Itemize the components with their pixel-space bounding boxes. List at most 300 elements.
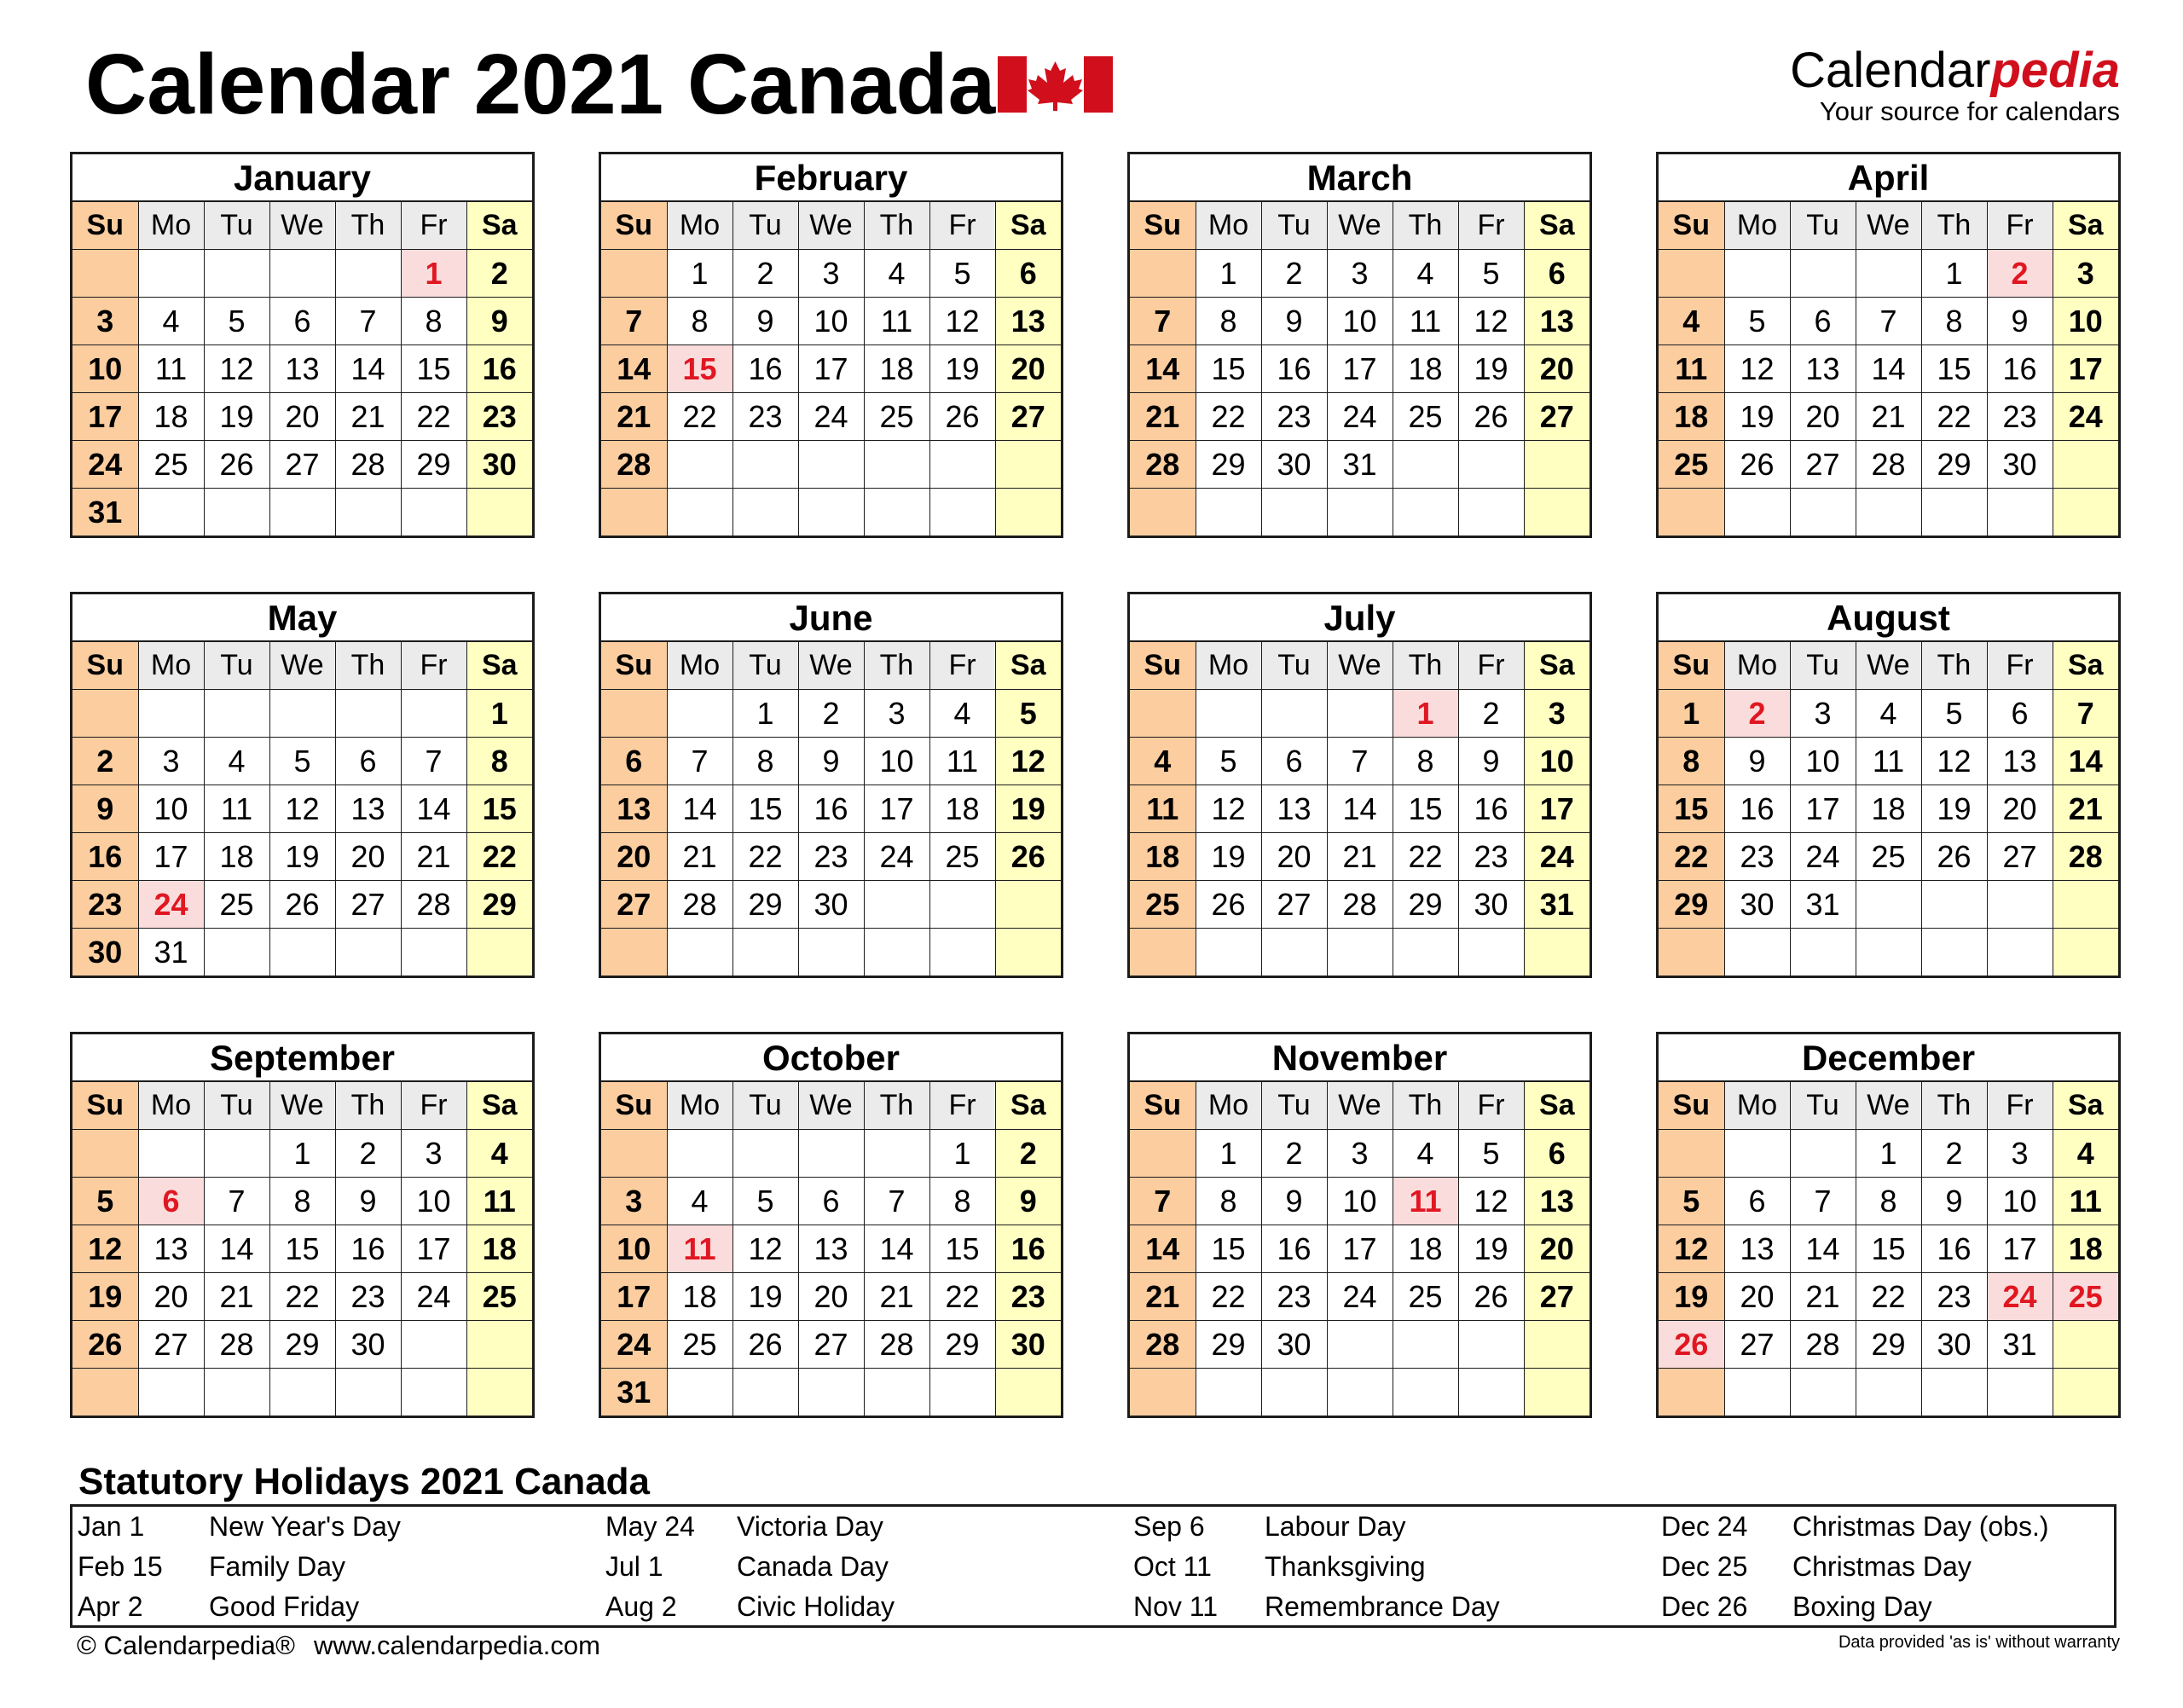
day-cell: 30 bbox=[1724, 881, 1790, 929]
day-cell: 3 bbox=[2053, 250, 2118, 298]
day-cell: 25 bbox=[138, 441, 204, 489]
day-cell: 1 bbox=[1921, 250, 1987, 298]
day-cell: 9 bbox=[466, 298, 532, 345]
day-cell: 30 bbox=[1261, 1321, 1327, 1369]
day-cell: 18 bbox=[2053, 1225, 2118, 1273]
empty-day-cell bbox=[1790, 489, 1856, 536]
day-cell: 19 bbox=[929, 345, 995, 393]
empty-day-cell bbox=[204, 250, 269, 298]
holiday-name: Canada Day bbox=[737, 1551, 889, 1582]
empty-day-cell bbox=[72, 1369, 138, 1416]
holiday-date: Dec 24 bbox=[1661, 1511, 1748, 1542]
empty-day-cell bbox=[864, 1369, 929, 1416]
day-cell: 12 bbox=[1724, 345, 1790, 393]
empty-day-cell bbox=[335, 250, 401, 298]
weekday-header: Sa bbox=[1524, 1082, 1589, 1130]
day-cell: 12 bbox=[995, 738, 1061, 785]
weekday-header: Mo bbox=[1724, 202, 1790, 250]
empty-day-cell bbox=[1393, 929, 1458, 976]
empty-day-cell bbox=[2053, 881, 2118, 929]
day-cell: 9 bbox=[1987, 298, 2053, 345]
day-cell: 29 bbox=[466, 881, 532, 929]
day-cell: 13 bbox=[1261, 785, 1327, 833]
weekday-header: We bbox=[1327, 202, 1393, 250]
day-cell: 25 bbox=[1130, 881, 1196, 929]
holiday-date: Jul 1 bbox=[605, 1551, 663, 1582]
weekday-header: Th bbox=[1921, 1082, 1987, 1130]
weekday-header: Tu bbox=[732, 642, 798, 690]
empty-day-cell bbox=[1724, 250, 1790, 298]
empty-day-cell bbox=[601, 690, 667, 738]
day-cell: 4 bbox=[1393, 1130, 1458, 1178]
day-cell: 18 bbox=[1393, 345, 1458, 393]
day-cell: 8 bbox=[1921, 298, 1987, 345]
month-grid bbox=[1659, 642, 2118, 976]
holiday-name: Family Day bbox=[209, 1551, 346, 1582]
day-cell: 19 bbox=[1921, 785, 1987, 833]
day-cell: 11 bbox=[929, 738, 995, 785]
weekday-header: Sa bbox=[466, 202, 532, 250]
day-cell: 27 bbox=[995, 393, 1061, 441]
day-cell: 3 bbox=[601, 1178, 667, 1225]
day-cell: 12 bbox=[732, 1225, 798, 1273]
day-cell: 6 bbox=[1987, 690, 2053, 738]
day-cell: 15 bbox=[1196, 345, 1261, 393]
day-cell: 18 bbox=[138, 393, 204, 441]
day-cell: 9 bbox=[798, 738, 864, 785]
day-cell: 19 bbox=[269, 833, 335, 881]
empty-day-cell bbox=[667, 929, 732, 976]
day-cell: 28 bbox=[335, 441, 401, 489]
weekday-header: Th bbox=[335, 1082, 401, 1130]
day-cell: 26 bbox=[1458, 1273, 1524, 1321]
day-cell: 21 bbox=[667, 833, 732, 881]
day-cell: 21 bbox=[1856, 393, 1921, 441]
holiday-date: Dec 25 bbox=[1661, 1551, 1748, 1582]
month-may bbox=[70, 592, 535, 978]
holidays-title: Statutory Holidays 2021 Canada bbox=[78, 1461, 651, 1502]
day-cell: 7 bbox=[335, 298, 401, 345]
day-cell: 10 bbox=[601, 1225, 667, 1273]
day-cell: 17 bbox=[1524, 785, 1589, 833]
day-cell: 23 bbox=[1987, 393, 2053, 441]
day-cell: 16 bbox=[72, 833, 138, 881]
weekday-header: Sa bbox=[2053, 642, 2118, 690]
empty-day-cell bbox=[204, 489, 269, 536]
day-cell: 13 bbox=[1524, 298, 1589, 345]
day-cell: 5 bbox=[929, 250, 995, 298]
day-cell: 16 bbox=[1261, 345, 1327, 393]
month-june bbox=[599, 592, 1063, 978]
empty-day-cell bbox=[401, 489, 466, 536]
day-cell: 19 bbox=[204, 393, 269, 441]
day-cell: 16 bbox=[732, 345, 798, 393]
empty-day-cell bbox=[269, 489, 335, 536]
holiday-date: Feb 15 bbox=[78, 1551, 163, 1582]
day-cell: 14 bbox=[1856, 345, 1921, 393]
day-cell: 25 bbox=[1659, 441, 1724, 489]
empty-day-cell bbox=[1327, 489, 1393, 536]
day-cell: 20 bbox=[798, 1273, 864, 1321]
day-cell: 7 bbox=[1130, 298, 1196, 345]
weekday-header: Th bbox=[864, 202, 929, 250]
day-cell: 13 bbox=[1524, 1178, 1589, 1225]
day-cell: 17 bbox=[864, 785, 929, 833]
empty-day-cell bbox=[864, 929, 929, 976]
empty-day-cell bbox=[995, 881, 1061, 929]
empty-day-cell bbox=[138, 489, 204, 536]
empty-day-cell bbox=[1790, 929, 1856, 976]
day-cell: 2 bbox=[335, 1130, 401, 1178]
day-cell: 2 bbox=[1921, 1130, 1987, 1178]
day-cell: 18 bbox=[864, 345, 929, 393]
month-name: August bbox=[1659, 594, 2118, 642]
day-cell: 27 bbox=[335, 881, 401, 929]
weekday-header: Sa bbox=[466, 642, 532, 690]
website-link[interactable]: www.calendarpedia.com bbox=[313, 1630, 600, 1660]
day-cell: 9 bbox=[1724, 738, 1790, 785]
day-cell: 28 bbox=[1790, 1321, 1856, 1369]
day-cell: 15 bbox=[466, 785, 532, 833]
day-cell: 30 bbox=[995, 1321, 1061, 1369]
day-cell: 14 bbox=[1130, 345, 1196, 393]
empty-day-cell bbox=[1130, 929, 1196, 976]
day-cell: 12 bbox=[1196, 785, 1261, 833]
day-cell: 3 bbox=[1987, 1130, 2053, 1178]
day-cell: 5 bbox=[1724, 298, 1790, 345]
day-cell: 11 bbox=[1393, 298, 1458, 345]
holiday-date: Sep 6 bbox=[1133, 1511, 1205, 1542]
holiday-day-cell: 11 bbox=[1393, 1178, 1458, 1225]
day-cell: 8 bbox=[401, 298, 466, 345]
day-cell: 23 bbox=[72, 881, 138, 929]
day-cell: 24 bbox=[1524, 833, 1589, 881]
holiday-day-cell: 2 bbox=[1987, 250, 2053, 298]
day-cell: 10 bbox=[72, 345, 138, 393]
empty-day-cell bbox=[335, 690, 401, 738]
day-cell: 23 bbox=[1261, 393, 1327, 441]
empty-day-cell bbox=[1659, 489, 1724, 536]
day-cell: 16 bbox=[1987, 345, 2053, 393]
holiday-name: Christmas Day bbox=[1792, 1551, 1972, 1582]
day-cell: 24 bbox=[1327, 1273, 1393, 1321]
day-cell: 25 bbox=[929, 833, 995, 881]
empty-day-cell bbox=[1987, 1369, 2053, 1416]
empty-day-cell bbox=[667, 441, 732, 489]
empty-day-cell bbox=[1327, 690, 1393, 738]
weekday-header: Su bbox=[1130, 642, 1196, 690]
day-cell: 1 bbox=[466, 690, 532, 738]
day-cell: 6 bbox=[269, 298, 335, 345]
day-cell: 24 bbox=[1790, 833, 1856, 881]
day-cell: 22 bbox=[401, 393, 466, 441]
holiday-date: Jan 1 bbox=[78, 1511, 145, 1542]
day-cell: 8 bbox=[1393, 738, 1458, 785]
empty-day-cell bbox=[1196, 1369, 1261, 1416]
empty-day-cell bbox=[72, 690, 138, 738]
day-cell: 2 bbox=[1261, 250, 1327, 298]
day-cell: 23 bbox=[1921, 1273, 1987, 1321]
month-march bbox=[1127, 152, 1592, 538]
month-name: January bbox=[72, 154, 532, 202]
day-cell: 15 bbox=[1856, 1225, 1921, 1273]
empty-day-cell bbox=[269, 690, 335, 738]
month-july bbox=[1127, 592, 1592, 978]
weekday-header: Tu bbox=[1261, 642, 1327, 690]
day-cell: 9 bbox=[1921, 1178, 1987, 1225]
empty-day-cell bbox=[2053, 1321, 2118, 1369]
day-cell: 15 bbox=[401, 345, 466, 393]
day-cell: 7 bbox=[601, 298, 667, 345]
day-cell: 20 bbox=[1524, 1225, 1589, 1273]
weekday-header: Mo bbox=[138, 642, 204, 690]
weekday-header: We bbox=[1856, 1082, 1921, 1130]
empty-day-cell bbox=[732, 441, 798, 489]
empty-day-cell bbox=[995, 441, 1061, 489]
day-cell: 1 bbox=[667, 250, 732, 298]
weekday-header: Mo bbox=[138, 202, 204, 250]
empty-day-cell bbox=[798, 929, 864, 976]
day-cell: 1 bbox=[1856, 1130, 1921, 1178]
weekday-header: Su bbox=[1130, 1082, 1196, 1130]
empty-day-cell bbox=[401, 1321, 466, 1369]
day-cell: 26 bbox=[1724, 441, 1790, 489]
month-grid bbox=[1659, 1082, 2118, 1416]
day-cell: 7 bbox=[864, 1178, 929, 1225]
empty-day-cell bbox=[1261, 929, 1327, 976]
day-cell: 4 bbox=[204, 738, 269, 785]
day-cell: 10 bbox=[1327, 298, 1393, 345]
day-cell: 18 bbox=[204, 833, 269, 881]
empty-day-cell bbox=[204, 929, 269, 976]
day-cell: 9 bbox=[72, 785, 138, 833]
holiday-date: Dec 26 bbox=[1661, 1591, 1748, 1622]
day-cell: 29 bbox=[1659, 881, 1724, 929]
day-cell: 2 bbox=[1261, 1130, 1327, 1178]
day-cell: 14 bbox=[667, 785, 732, 833]
empty-day-cell bbox=[1724, 929, 1790, 976]
day-cell: 6 bbox=[798, 1178, 864, 1225]
day-cell: 21 bbox=[1130, 393, 1196, 441]
day-cell: 22 bbox=[1921, 393, 1987, 441]
weekday-header: Tu bbox=[1790, 1082, 1856, 1130]
day-cell: 8 bbox=[1196, 1178, 1261, 1225]
holiday-name: Victoria Day bbox=[737, 1511, 883, 1542]
weekday-header: Tu bbox=[1790, 642, 1856, 690]
day-cell: 27 bbox=[1790, 441, 1856, 489]
empty-day-cell bbox=[667, 1130, 732, 1178]
day-cell: 4 bbox=[2053, 1130, 2118, 1178]
day-cell: 30 bbox=[798, 881, 864, 929]
day-cell: 30 bbox=[1987, 441, 2053, 489]
empty-day-cell bbox=[929, 441, 995, 489]
weekday-header: Tu bbox=[1261, 202, 1327, 250]
day-cell: 11 bbox=[138, 345, 204, 393]
weekday-header: Su bbox=[601, 642, 667, 690]
day-cell: 7 bbox=[2053, 690, 2118, 738]
day-cell: 11 bbox=[1130, 785, 1196, 833]
empty-day-cell bbox=[1327, 1369, 1393, 1416]
month-name: June bbox=[601, 594, 1061, 642]
day-cell: 5 bbox=[1196, 738, 1261, 785]
empty-day-cell bbox=[864, 441, 929, 489]
day-cell: 22 bbox=[466, 833, 532, 881]
day-cell: 14 bbox=[401, 785, 466, 833]
weekday-header: Su bbox=[72, 202, 138, 250]
day-cell: 28 bbox=[601, 441, 667, 489]
empty-day-cell bbox=[1921, 881, 1987, 929]
day-cell: 4 bbox=[1393, 250, 1458, 298]
weekday-header: Fr bbox=[929, 642, 995, 690]
day-cell: 20 bbox=[138, 1273, 204, 1321]
day-cell: 29 bbox=[269, 1321, 335, 1369]
weekday-header: Mo bbox=[1196, 642, 1261, 690]
empty-day-cell bbox=[1196, 489, 1261, 536]
holiday-name: Labour Day bbox=[1265, 1511, 1406, 1542]
day-cell: 12 bbox=[72, 1225, 138, 1273]
day-cell: 30 bbox=[1921, 1321, 1987, 1369]
empty-day-cell bbox=[1130, 250, 1196, 298]
empty-day-cell bbox=[1524, 489, 1589, 536]
day-cell: 30 bbox=[1458, 881, 1524, 929]
day-cell: 27 bbox=[138, 1321, 204, 1369]
empty-day-cell bbox=[2053, 1369, 2118, 1416]
day-cell: 2 bbox=[995, 1130, 1061, 1178]
day-cell: 22 bbox=[1196, 393, 1261, 441]
empty-day-cell bbox=[269, 1369, 335, 1416]
day-cell: 23 bbox=[1458, 833, 1524, 881]
day-cell: 17 bbox=[1327, 345, 1393, 393]
day-cell: 7 bbox=[1856, 298, 1921, 345]
empty-day-cell bbox=[601, 929, 667, 976]
empty-day-cell bbox=[1724, 489, 1790, 536]
day-cell: 10 bbox=[138, 785, 204, 833]
day-cell: 31 bbox=[601, 1369, 667, 1416]
day-cell: 5 bbox=[72, 1178, 138, 1225]
day-cell: 18 bbox=[1856, 785, 1921, 833]
empty-day-cell bbox=[864, 881, 929, 929]
holiday-day-cell: 1 bbox=[1393, 690, 1458, 738]
empty-day-cell bbox=[1196, 929, 1261, 976]
day-cell: 22 bbox=[667, 393, 732, 441]
day-cell: 21 bbox=[401, 833, 466, 881]
day-cell: 11 bbox=[466, 1178, 532, 1225]
day-cell: 3 bbox=[1327, 1130, 1393, 1178]
day-cell: 13 bbox=[1987, 738, 2053, 785]
day-cell: 17 bbox=[2053, 345, 2118, 393]
day-cell: 12 bbox=[269, 785, 335, 833]
empty-day-cell bbox=[204, 1369, 269, 1416]
empty-day-cell bbox=[929, 489, 995, 536]
day-cell: 10 bbox=[1524, 738, 1589, 785]
empty-day-cell bbox=[1659, 929, 1724, 976]
month-name: March bbox=[1130, 154, 1589, 202]
day-cell: 7 bbox=[1790, 1178, 1856, 1225]
day-cell: 17 bbox=[601, 1273, 667, 1321]
day-cell: 14 bbox=[1327, 785, 1393, 833]
day-cell: 26 bbox=[1921, 833, 1987, 881]
day-cell: 7 bbox=[1130, 1178, 1196, 1225]
day-cell: 17 bbox=[401, 1225, 466, 1273]
day-cell: 24 bbox=[864, 833, 929, 881]
weekday-header: Fr bbox=[1987, 202, 2053, 250]
day-cell: 19 bbox=[1659, 1273, 1724, 1321]
day-cell: 4 bbox=[929, 690, 995, 738]
weekday-header: Tu bbox=[204, 202, 269, 250]
empty-day-cell bbox=[1524, 1369, 1589, 1416]
day-cell: 13 bbox=[1724, 1225, 1790, 1273]
empty-day-cell bbox=[1921, 1369, 1987, 1416]
day-cell: 14 bbox=[1130, 1225, 1196, 1273]
holidays-table bbox=[70, 1504, 2116, 1628]
day-cell: 12 bbox=[1659, 1225, 1724, 1273]
day-cell: 9 bbox=[1261, 298, 1327, 345]
day-cell: 25 bbox=[1393, 393, 1458, 441]
day-cell: 12 bbox=[204, 345, 269, 393]
day-cell: 5 bbox=[995, 690, 1061, 738]
day-cell: 7 bbox=[401, 738, 466, 785]
day-cell: 6 bbox=[1724, 1178, 1790, 1225]
day-cell: 20 bbox=[1987, 785, 2053, 833]
weekday-header: Fr bbox=[401, 1082, 466, 1130]
weekday-header: We bbox=[1327, 1082, 1393, 1130]
day-cell: 16 bbox=[466, 345, 532, 393]
weekday-header: Mo bbox=[138, 1082, 204, 1130]
empty-day-cell bbox=[1724, 1369, 1790, 1416]
day-cell: 27 bbox=[1987, 833, 2053, 881]
day-cell: 30 bbox=[72, 929, 138, 976]
day-cell: 6 bbox=[1261, 738, 1327, 785]
weekday-header: Su bbox=[601, 202, 667, 250]
day-cell: 19 bbox=[1458, 1225, 1524, 1273]
day-cell: 22 bbox=[1196, 1273, 1261, 1321]
day-cell: 26 bbox=[732, 1321, 798, 1369]
empty-day-cell bbox=[1458, 1321, 1524, 1369]
holiday-date: Aug 2 bbox=[605, 1591, 677, 1622]
holiday-day-cell: 2 bbox=[1724, 690, 1790, 738]
day-cell: 24 bbox=[798, 393, 864, 441]
month-name: November bbox=[1130, 1034, 1589, 1082]
day-cell: 3 bbox=[798, 250, 864, 298]
day-cell: 22 bbox=[732, 833, 798, 881]
month-december bbox=[1656, 1032, 2121, 1418]
day-cell: 28 bbox=[204, 1321, 269, 1369]
day-cell: 31 bbox=[1987, 1321, 2053, 1369]
empty-day-cell bbox=[1724, 1130, 1790, 1178]
day-cell: 13 bbox=[601, 785, 667, 833]
day-cell: 20 bbox=[1261, 833, 1327, 881]
weekday-header: Th bbox=[864, 1082, 929, 1130]
day-cell: 13 bbox=[138, 1225, 204, 1273]
weekday-header: Fr bbox=[1458, 642, 1524, 690]
month-name: April bbox=[1659, 154, 2118, 202]
day-cell: 29 bbox=[1856, 1321, 1921, 1369]
day-cell: 4 bbox=[1659, 298, 1724, 345]
day-cell: 11 bbox=[2053, 1178, 2118, 1225]
day-cell: 18 bbox=[1659, 393, 1724, 441]
empty-day-cell bbox=[335, 489, 401, 536]
brand-name: Calendarpedia bbox=[1790, 43, 2120, 98]
holiday-day-cell: 15 bbox=[667, 345, 732, 393]
day-cell: 29 bbox=[929, 1321, 995, 1369]
month-name: May bbox=[72, 594, 532, 642]
day-cell: 20 bbox=[1724, 1273, 1790, 1321]
day-cell: 13 bbox=[995, 298, 1061, 345]
day-cell: 26 bbox=[204, 441, 269, 489]
holiday-name: New Year's Day bbox=[209, 1511, 401, 1542]
day-cell: 20 bbox=[335, 833, 401, 881]
day-cell: 7 bbox=[204, 1178, 269, 1225]
